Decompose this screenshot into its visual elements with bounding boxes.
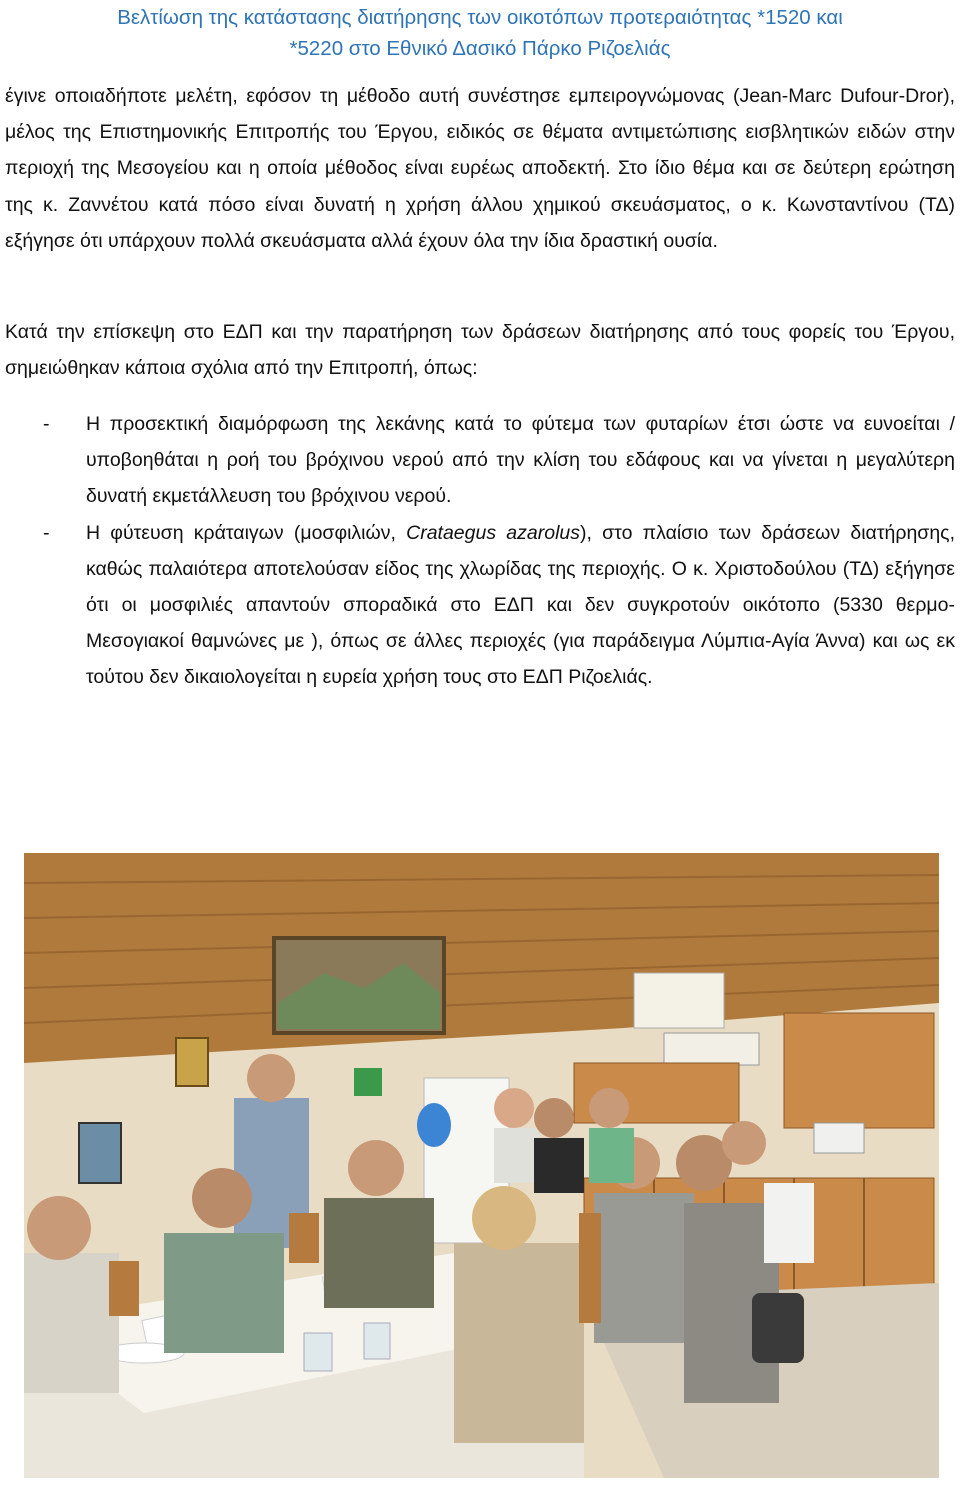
paragraph-1-text: έγινε οποιαδήποτε μελέτη, εφόσον τη μέθοδο αυτή συνέστησε εμπειρογνώμονας (Jean-Marc Dufour-Dror), μέλος της Επιστημονικής Επιτροπής του Έργου, ειδικός σε θέματα αντιμετώπισης εισβλητικών ειδών στην περιοχή της Μεσογείου και η οποία μέθοδος είναι ευρέως αποδεκτή. Στο ίδιο θέμα και σε δεύτερη ερώτηση της κ. Ζαννέτου κατά πόσο είναι δυνατή η χρήση άλλου χημικού σκευάσματος, ο κ. Κωνσταντίνου (ΤΔ) εξήγησε ότι υπάρχουν πολλά σκευάσματα αλλά έχουν όλα την ίδια δραστική ουσία. — [5, 85, 955, 252]
bullet-dash: - — [43, 521, 50, 544]
bullet-dash: - — [43, 413, 50, 435]
list-item — [5, 515, 955, 696]
paragraph-1 — [5, 78, 955, 259]
comment-list — [5, 406, 955, 696]
list-item-text-start: Η φύτευση κράταιγων (μοσφιλιών, — [86, 521, 407, 544]
paragraph-2-text: Κατά την επίσκεψη στο ΕΔΠ και την παρατήρηση των δράσεων διατήρησης από τους φορείς του Έργου, σημειώθηκαν κάποια σχόλια από την Επιτροπή, όπως: — [5, 321, 955, 380]
air-conditioner — [664, 1033, 759, 1065]
water-bottle — [417, 1103, 451, 1147]
list-item — [5, 406, 955, 515]
paragraph-2 — [5, 314, 955, 386]
header-title-line-2: *5220 στο Εθνικό Δασικό Πάρκο Ριζοελιάς — [289, 37, 671, 60]
meeting-photo — [24, 853, 939, 1478]
document-header — [0, 2, 960, 64]
list-item-text: Η προσεκτική διαμόρφωση της λεκάνης κατά το φύτεμα των φυταρίων έτσι ώστε να ευνοείται / υποβοηθάται η ροή του βρόχινου νερού από την κλίση του εδάφους και να γίνεται η μεγαλύτερη δυνατή εκμετάλλευση του βρόχινου νερού. — [86, 413, 955, 508]
header-title-line-1: Βελτίωση της κατάστασης διατήρησης των οικοτόπων προτεραιότητας *1520 και — [117, 6, 843, 29]
meeting-room-illustration — [24, 853, 939, 1478]
species-name: Crataegus azarolus — [406, 521, 581, 544]
list-item-text-end: ), στο πλαίσιο των δράσεων διατήρησης, καθώς παλαιότερα αποτελούσαν είδος της χλωρίδας της περιοχής. Ο κ. Χριστοδούλου (ΤΔ) εξήγησε ότι οι μοσφιλιές απαντούν σποραδικά στο ΕΔΠ και δεν συγκροτούν οικότοπο (5330 θερμο-Μεσογιακοί θαμνώνες με ), όπως σε άλλες περιοχές (για παράδειγμα Λύμπια-Αγία Άννα) και ως εκ τούτου δεν δικαιολογείται η ευρεία χρήση τους στο ΕΔΠ Ριζοελιάς. — [86, 521, 955, 689]
